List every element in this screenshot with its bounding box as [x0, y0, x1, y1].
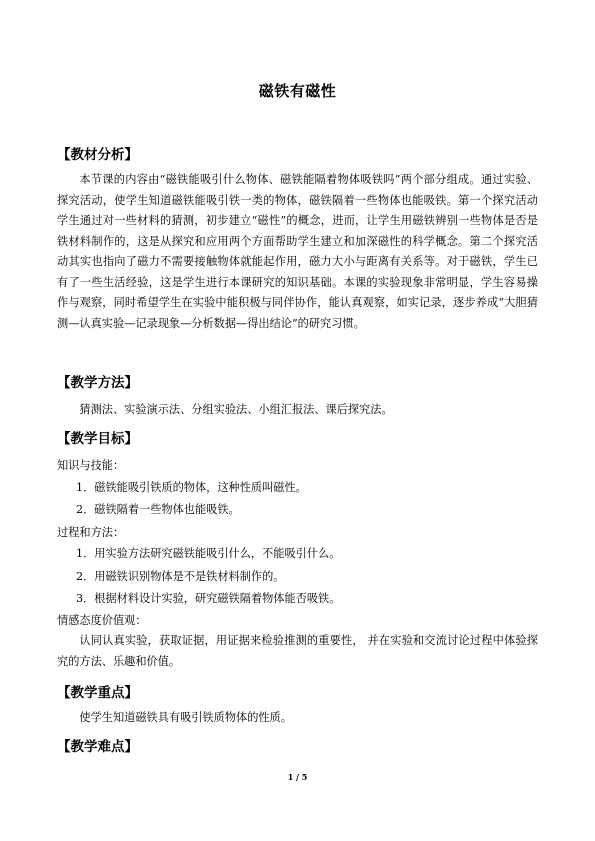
page-number: 1 / 5 [287, 772, 308, 782]
emotion-label: 情感态度价值观： [57, 614, 147, 627]
heading-analysis: 【教材分析】 [57, 147, 138, 163]
heading-key-point: 【教学重点】 [57, 685, 138, 701]
process-item-3: 3．根据材料设计实验，研究磁铁隔着物体能否吸铁。 [76, 592, 341, 605]
heading-difficulty: 【教学难点】 [57, 739, 138, 755]
analysis-paragraph: 本节课的内容由“磁铁能吸引什么物体、磁铁能隔着物体吸铁吗”两个部分组成。通过实验、探究活动，使学生知道磁铁能吸引铁一类的物体，磁铁隔着一些物体也能吸铁。第一个探究活动学生通过对一些材料的猜测，初步建立“磁性”的概念，进而，让学生用磁铁辨别一些物体是否是铁材料制作的，这是从探究和应用两个方面帮助学生建立和加深磁性的科学概念。第二个探究活动其实也指向了磁力不需要接触物体就能起作用，磁力大小与距离有关系等。对于磁铁，学生已有了一些生活经验，这是学生进行本课研究的知识基础。本课的实验现象非常明显，学生容易操作与观察，同时希望学生在实验中能积极与同伴协作，能认真观察，如实记录，逐步养成“大胆猜测—认真实验—记录现象—分析数据—得出结论”的研究习惯。 [57, 173, 538, 330]
process-label: 过程和方法： [57, 526, 125, 539]
process-item-1: 1．用实验方法研究磁铁能吸引什么，不能吸引什么。 [76, 547, 341, 560]
knowledge-item-2: 2．磁铁隔着一些物体也能吸铁。 [76, 503, 240, 516]
heading-goals: 【教学目标】 [57, 431, 138, 447]
heading-method: 【教学方法】 [57, 375, 138, 391]
knowledge-item-1: 1．磁铁能吸引铁质的物体，这种性质叫磁性。 [76, 481, 307, 494]
process-item-2: 2．用磁铁识别物体是不是铁材料制作的。 [76, 570, 285, 583]
emotion-paragraph: 认同认真实验，获取证据，用证据来检验推测的重要性， 并在实验和交流讨论过程中体验探究的方法、乐趣和价值。 [57, 634, 538, 668]
document-title: 磁铁有磁性 [258, 82, 337, 100]
method-paragraph: 猜测法、实验演示法、分组实验法、小组汇报法、课后探究法。 [79, 403, 393, 416]
key-point-paragraph: 使学生知道磁铁具有吸引铁质物体的性质。 [79, 711, 292, 724]
knowledge-label: 知识与技能： [57, 459, 125, 472]
